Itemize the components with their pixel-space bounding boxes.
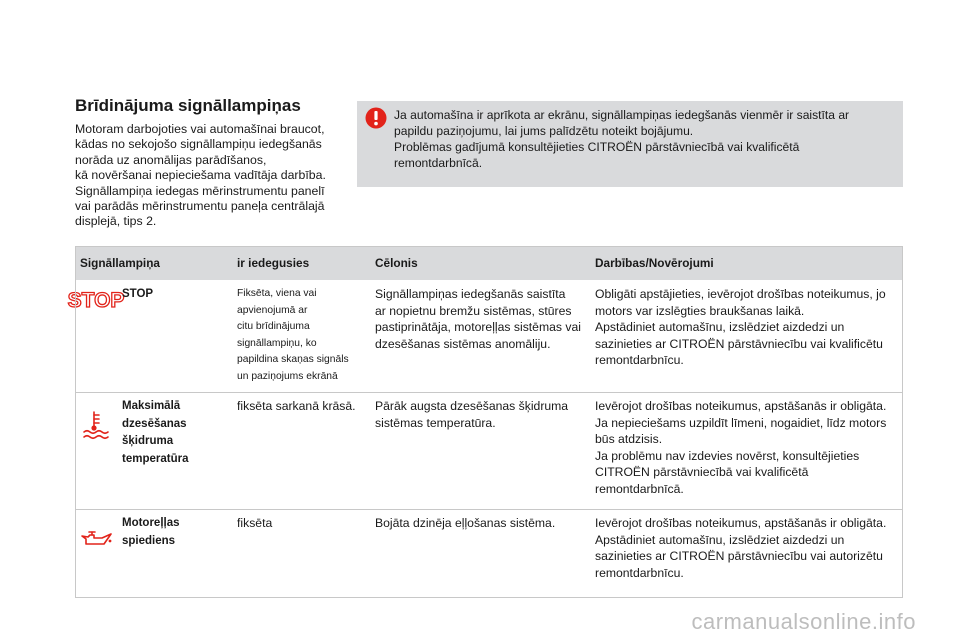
lamp-name-line: dzesēšanas (122, 417, 187, 430)
table-row (75, 510, 903, 598)
action-line: Ievērojot drošības noteikumus, apstāšanās ir obligāta. (595, 516, 887, 530)
action-line: remontdarbnīcu. (595, 565, 684, 580)
header-action: Darbības/Novērojumi (590, 246, 903, 281)
notice-line: Problēmas gadījumā konsultējieties CITROËN pārstāvniecībā vai kvalificētā (394, 140, 800, 154)
cause-line: ar nopietnu bremžu sistēmas, stūres (375, 303, 572, 318)
table-row (75, 281, 903, 393)
lamp-name-line: Maksimālā (122, 400, 181, 412)
notice-box (357, 101, 903, 187)
notice-text (394, 107, 894, 171)
action-line: Apstādiniet automašīnu, izslēdziet aizdedzi un (595, 532, 845, 547)
lit-line: signāllampiņu, ko (237, 337, 317, 349)
lit-line: Fiksēta, viena vai (237, 288, 317, 299)
lit-cell (232, 281, 370, 393)
intro-line: norāda uz anomālijas parādīšanos, (75, 152, 267, 167)
cause-line: Pārāk augsta dzesēšanas šķidruma (375, 399, 569, 413)
lit-cell (232, 393, 370, 510)
intro-paragraph (75, 122, 335, 230)
action-line: CITROËN pārstāvniecībā vai kvalificētā (595, 465, 809, 479)
action-line: Ja problēmu nav izdevies novērst, konsultējieties (595, 448, 860, 463)
table-row (75, 393, 903, 510)
intro-line: kā novēršanai nepieciešama vadītāja darbība. (75, 168, 326, 183)
cause-line: pastiprinātāja, motoreļļas sistēmas vai (375, 320, 581, 334)
cause-line: Bojāta dzinēja eļļošanas sistēma. (375, 516, 556, 530)
action-line: motors var izslēgties braukšanas laikā. (595, 303, 805, 318)
lamp-name-line: Motoreļļas (122, 517, 180, 529)
lamp-name-line: šķidruma (122, 435, 174, 447)
lit-cell (232, 510, 370, 598)
lit-line: papildina skaņas signāls (237, 354, 349, 365)
action-line: sazinieties ar CITROËN pārstāvniecību vai autorizētu (595, 549, 883, 563)
lit-line: fiksēta (237, 516, 273, 530)
action-line: Ievērojot drošības noteikumus, apstāšanās ir obligāta. (595, 399, 887, 413)
cause-line: dzesēšanas sistēmas anomāliju. (375, 336, 551, 351)
lamp-name (117, 281, 232, 393)
header-cause: Cēlonis (370, 246, 590, 281)
action-line: būs atdzisis. (595, 432, 663, 446)
cause-line: sistēmas temperatūra. (375, 415, 496, 430)
coolant-temperature-icon (81, 409, 111, 441)
table-header-row (75, 246, 903, 281)
lamp-icon-cell (67, 281, 125, 393)
intro-line: vai parādās mērinstrumentu paneļa centrālajā (75, 199, 325, 214)
lit-line: un paziņojums ekrānā (237, 370, 338, 382)
action-line: remontdarbnīcu. (595, 353, 684, 367)
lamp-name-line: temperatūra (122, 452, 189, 465)
cause-line: Signāllampiņas iedegšanās saistīta (375, 287, 566, 301)
action-line: remontdarbnīcā. (595, 481, 684, 496)
lamp-name-line: spiediens (122, 534, 176, 547)
intro-line: Signāllampiņa iedegas mērinstrumentu panelī (75, 183, 325, 198)
lit-line: apvienojumā ar (237, 304, 308, 316)
lit-line: fiksēta sarkanā krāsā. (237, 399, 356, 413)
watermark: carmanualsonline.info (691, 609, 916, 634)
notice-line: Ja automašīna ir aprīkota ar ekrānu, signāllampiņas iedegšanās vienmēr ir saistīta ar (394, 108, 850, 122)
intro-line: displejā, tips 2. (75, 214, 157, 229)
action-cell (590, 281, 903, 393)
lamp-name (117, 510, 232, 598)
action-cell (590, 393, 903, 510)
warning-lamps-table (67, 246, 903, 598)
action-line: Obligāti apstājieties, ievērojot drošības noteikumus, jo (595, 287, 886, 301)
stop-icon-text: STOP (67, 289, 125, 312)
lamp-name-line: STOP (122, 288, 154, 300)
stop-icon (67, 287, 125, 312)
oil-pressure-icon (78, 528, 114, 550)
lamp-icon-cell (75, 393, 117, 510)
page-title: Brīdinājuma signāllampiņas (75, 96, 301, 115)
lit-line: citu brīdinājuma (237, 321, 310, 332)
header-lamp: Signāllampiņa (75, 246, 232, 281)
notice-line: papildu paziņojumu, lai jums palīdzētu noteikt bojājumu. (394, 124, 694, 138)
intro-line: kādas no sekojošo signāllampiņu iedegšanās (75, 137, 322, 152)
intro-line: Motoram darbojoties vai automašīnai braucot, (75, 122, 325, 136)
action-line: Ja nepieciešams uzpildīt līmeni, nogaidiet, līdz motors (595, 415, 887, 430)
lamp-icon-cell (75, 510, 117, 598)
cause-cell (370, 510, 590, 598)
action-line: Apstādiniet automašīnu, izslēdziet aizdedzi un (595, 320, 845, 334)
cause-cell (370, 393, 590, 510)
action-line: sazinieties ar CITROËN pārstāvniecību vai kvalificētu (595, 336, 883, 351)
notice-line: remontdarbnīcā. (394, 156, 483, 170)
lamp-name (117, 393, 232, 510)
action-cell (590, 510, 903, 598)
header-lit: ir iedegusies (232, 246, 370, 281)
cause-cell (370, 281, 590, 393)
warning-exclamation-icon (365, 107, 387, 129)
